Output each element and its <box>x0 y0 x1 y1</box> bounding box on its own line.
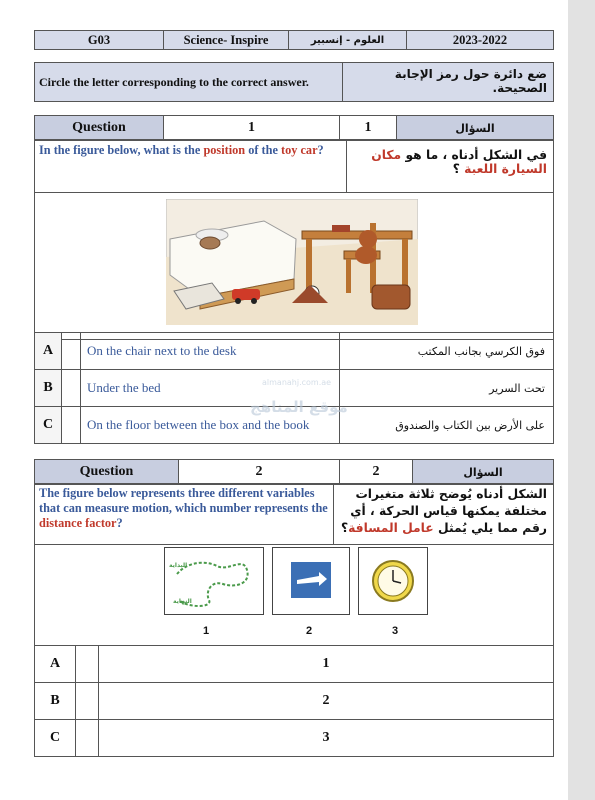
q2-options <box>34 645 554 757</box>
option-text-en[interactable]: Under the bed <box>81 370 340 407</box>
q1-number-ar: 1 <box>340 116 397 141</box>
option-letter[interactable]: A <box>35 333 62 370</box>
instruction-ar: ضع دائرة حول رمز الإجابة الصحيحة. <box>343 63 554 102</box>
q2-keyword-distance: distance factor <box>39 516 117 530</box>
q2-text-table <box>34 483 554 646</box>
q2-header <box>34 459 554 485</box>
q1-keyword-position: position <box>203 143 246 157</box>
q2-number-ar: 2 <box>340 460 413 485</box>
q1-text-ar <box>347 140 554 193</box>
q1-number-en: 1 <box>164 116 340 141</box>
option-spacer <box>62 370 81 407</box>
option-spacer <box>62 333 81 370</box>
q1-label-en: Question <box>35 116 164 141</box>
q1-option-a[interactable] <box>35 333 554 370</box>
q1-text-en-part: ? <box>317 143 324 157</box>
q1-text-en-part: In the figure below, what is the <box>39 143 204 157</box>
q2-option-b[interactable] <box>35 683 554 720</box>
option-spacer <box>76 720 99 757</box>
q2-label-en: Question <box>35 460 179 485</box>
figure-number-2: 2 <box>306 625 313 637</box>
direction-arrow-icon <box>273 548 349 614</box>
q1-option-c[interactable] <box>35 407 554 444</box>
q2-label-ar: السؤال <box>413 460 554 485</box>
option-letter[interactable]: B <box>35 683 76 720</box>
q1-keyword-toy-car: toy car <box>281 143 318 157</box>
q1-text-en-part: of the <box>245 143 281 157</box>
clock-icon <box>359 548 427 614</box>
q2-keyword-ar: عامل المسافة <box>348 521 434 535</box>
q1-label-ar: السؤال <box>397 116 554 141</box>
option-spacer <box>62 407 81 444</box>
side-strip <box>568 0 595 800</box>
q1-text-en <box>35 140 347 193</box>
option-text-en[interactable]: On the chair next to the desk <box>81 333 340 370</box>
figure-number-3: 3 <box>392 625 399 637</box>
watermark-site: almanahj.com.ae <box>262 378 332 387</box>
q2-text-en-part: The figure below represents three different variables that can measure motion, which number represents the <box>39 486 328 515</box>
option-value[interactable]: 1 <box>99 646 554 683</box>
watermark-brand: موقع المناهج <box>250 398 348 416</box>
option-text-ar[interactable]: فوق الكرسي بجانب المكتب <box>340 333 554 370</box>
option-value[interactable]: 2 <box>99 683 554 720</box>
direction-sign-figure <box>272 547 350 615</box>
bedroom-figure <box>166 199 418 325</box>
q2-number-en: 2 <box>179 460 340 485</box>
q1-text-table <box>34 139 554 340</box>
option-text-ar[interactable]: على الأرض بين الكتاب والصندوق <box>340 407 554 444</box>
q1-options <box>34 332 554 444</box>
q2-text-ar-part: الشكل أدناه يُوضح ثلاثة متغيرات مختلفة يمكنها قياس الحركة ، أي رقم مما يلي يُمثل <box>350 487 547 535</box>
option-letter[interactable]: C <box>35 720 76 757</box>
subject-en: Science- Inspire <box>164 31 289 50</box>
map-end-label: النهاية <box>173 598 192 605</box>
instruction-en: Circle the letter corresponding to the correct answer. <box>35 63 343 102</box>
q1-header <box>34 115 554 141</box>
q1-keyword-ar: مكان السيارة اللعبة <box>371 148 547 176</box>
q2-text-en <box>35 484 334 545</box>
header-table <box>34 30 554 50</box>
q1-text-ar-part: في الشكل أدناه ، ما هو <box>401 148 547 162</box>
option-letter[interactable]: C <box>35 407 62 444</box>
instruction-table <box>34 62 554 102</box>
option-letter[interactable]: B <box>35 370 62 407</box>
q1-text-ar-part: ؟ <box>452 162 465 176</box>
option-value[interactable]: 3 <box>99 720 554 757</box>
path-map-figure <box>164 547 264 615</box>
clock-figure <box>358 547 428 615</box>
option-spacer <box>76 683 99 720</box>
q1-option-b[interactable] <box>35 370 554 407</box>
subject-ar: العلوم - إنسبير <box>289 31 407 50</box>
map-start-label: البداية <box>169 562 188 569</box>
q1-figure-cell <box>35 193 554 340</box>
option-text-ar[interactable]: تحت السرير <box>340 370 554 407</box>
q2-figure-cell <box>35 545 554 646</box>
option-letter[interactable]: A <box>35 646 76 683</box>
q2-option-a[interactable] <box>35 646 554 683</box>
grade: G03 <box>35 31 164 50</box>
option-spacer <box>76 646 99 683</box>
school-year: 2023-2022 <box>407 31 554 50</box>
q2-text-ar <box>334 484 554 545</box>
option-text-en[interactable]: On the floor between the box and the book <box>81 407 340 444</box>
q2-text-ar-part: ؟ <box>340 521 349 535</box>
q2-option-c[interactable] <box>35 720 554 757</box>
figure-number-1: 1 <box>203 625 210 637</box>
q2-text-en-part: ? <box>116 516 123 530</box>
